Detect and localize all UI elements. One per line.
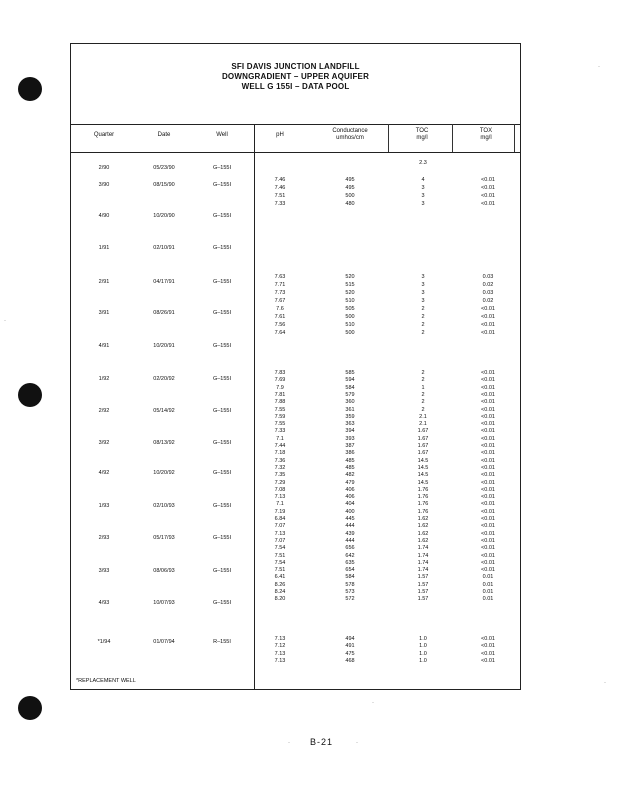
cell-ph: 7.1 (276, 501, 284, 508)
cell-ph: 7.9 (276, 384, 284, 391)
event-date: 08/06/93 (153, 568, 175, 574)
cell-tox: 0.02 (482, 298, 494, 304)
event-date: 05/17/93 (153, 535, 175, 541)
event-well: G–155I (212, 600, 232, 606)
event-quarter: 1/91 (98, 245, 110, 251)
cell-ph: 7.46 (274, 177, 286, 183)
cell-ph: 7.54 (274, 545, 286, 552)
cell-tox: <0.01 (481, 530, 495, 537)
event-quarter: *1/94 (97, 639, 111, 645)
column-header-quarter: Quarter (93, 132, 115, 138)
title-line-2: DOWNGRADIENT – UPPER AQUIFER (221, 72, 370, 81)
cell-cond: 584 (345, 574, 355, 581)
cell-ph: 7.07 (274, 537, 286, 544)
cell-toc: 2 (421, 314, 425, 320)
event-well: G–155I (212, 440, 232, 446)
cell-toc: 2 (421, 370, 425, 376)
cell-ph: 7.88 (274, 399, 286, 406)
column-divider-main (254, 124, 255, 690)
cell-toc: 14.5 (417, 472, 429, 479)
cell-ph: 7.29 (274, 479, 286, 486)
scan-mark: · (372, 700, 374, 706)
cell-ph: 7.55 (274, 421, 286, 428)
cell-cond: 515 (345, 282, 355, 288)
cell-toc: 1.62 (417, 516, 429, 522)
scan-mark: · (356, 740, 358, 746)
cell-ph: 7.6 (276, 306, 284, 312)
cell-cond: 480 (345, 201, 355, 207)
scan-mark: · (4, 318, 6, 324)
cell-ph: 7.54 (274, 559, 286, 566)
cell-cond: 654 (345, 567, 355, 574)
cell-ph: 7.71 (274, 282, 286, 288)
cell-toc: 3 (421, 193, 425, 199)
cell-toc: 1.0 (419, 643, 427, 650)
cell-cond: 491 (345, 643, 355, 650)
cell-toc: 14.5 (417, 464, 429, 471)
cell-ph: 7.46 (274, 185, 286, 191)
cell-tox: <0.01 (481, 370, 495, 376)
cell-toc: 2 (421, 330, 425, 336)
cell-toc: 3 (421, 185, 425, 191)
conductance-label: Conductance (332, 128, 368, 134)
event-well: G–155I (212, 343, 232, 349)
cell-tox: 0.03 (482, 274, 494, 280)
binder-hole-bottom (18, 696, 42, 720)
cell-ph: 7.55 (274, 406, 286, 413)
binder-hole-middle (18, 383, 42, 407)
event-quarter: 3/91 (98, 310, 110, 316)
cell-cond: 494 (345, 636, 355, 642)
cell-tox: <0.01 (481, 559, 495, 566)
cell-cond: 635 (345, 559, 355, 566)
event-well: G–155I (212, 279, 232, 285)
cell-ph: 8.26 (274, 581, 286, 588)
cell-cond: 579 (345, 391, 355, 398)
header-divider-toc-right (452, 124, 453, 152)
cell-toc: 1.62 (417, 523, 429, 530)
event-quarter: 3/93 (98, 568, 110, 574)
cell-ph: 7.61 (274, 314, 286, 320)
cell-toc: 2 (421, 377, 425, 384)
event-quarter: 1/93 (98, 503, 110, 509)
cell-toc: 1.57 (417, 589, 429, 595)
event-quarter: 2/90 (98, 165, 110, 171)
cell-ph: 7.64 (274, 330, 286, 336)
cell-ph: 7.59 (274, 413, 286, 420)
event-date: 10/20/90 (153, 213, 175, 219)
cell-cond: 475 (345, 650, 355, 657)
cell-ph: 7.35 (274, 472, 286, 479)
cell-toc: 1.0 (419, 657, 427, 664)
event-date: 02/10/93 (153, 503, 175, 509)
cell-ph: 7.08 (274, 486, 286, 493)
cell-ph: 7.51 (274, 567, 286, 574)
cell-toc: 3 (421, 298, 425, 304)
cell-toc: 1.67 (417, 435, 429, 442)
cell-ph: 7.1 (276, 435, 284, 442)
cell-tox: <0.01 (481, 406, 495, 413)
cell-cond: 573 (345, 589, 355, 595)
cell-ph: 7.73 (274, 290, 286, 296)
cell-tox: <0.01 (481, 314, 495, 320)
event-quarter: 4/91 (98, 343, 110, 349)
scan-mark: · (288, 740, 290, 746)
cell-tox: <0.01 (481, 391, 495, 398)
cell-ph: 7.33 (274, 428, 286, 435)
event-well: G–155I (212, 376, 232, 382)
cell-toc: 2 (421, 322, 425, 328)
cell-toc: 1.74 (417, 567, 429, 574)
cell-cond: 360 (345, 399, 355, 406)
cell-ph: 7.81 (274, 391, 286, 398)
cell-cond: 359 (345, 413, 355, 420)
event-well: G–155I (212, 165, 232, 171)
cell-cond: 439 (345, 530, 355, 537)
event-quarter: 2/92 (98, 408, 110, 414)
cell-tox: <0.01 (481, 545, 495, 552)
cell-tox: <0.01 (481, 643, 495, 650)
cell-cond: 495 (345, 185, 355, 191)
cell-toc: 2.3 (419, 160, 427, 166)
cell-ph: 7.07 (274, 523, 286, 530)
cell-ph: 8.24 (274, 589, 286, 595)
event-well: G–155I (212, 535, 232, 541)
cell-ph: 6.41 (274, 574, 286, 581)
cell-ph: 7.13 (274, 657, 286, 664)
cell-tox: <0.01 (481, 177, 495, 183)
cell-toc: 1.67 (417, 443, 429, 449)
cell-toc: 3 (421, 201, 425, 207)
cell-toc: 1.67 (417, 428, 429, 435)
event-date: 08/26/91 (153, 310, 175, 316)
toc-label: TOC (415, 128, 429, 134)
cell-tox: <0.01 (481, 421, 495, 428)
scan-mark: · (598, 64, 600, 70)
cell-cond: 445 (345, 516, 355, 522)
cell-tox: <0.01 (481, 384, 495, 391)
cell-tox: 0.01 (482, 574, 494, 581)
cell-toc: 2.1 (419, 421, 427, 428)
event-date: 02/10/91 (153, 245, 175, 251)
cell-toc: 14.5 (417, 479, 429, 486)
cell-toc: 1 (421, 384, 425, 391)
cell-tox: <0.01 (481, 193, 495, 199)
cell-cond: 584 (345, 384, 355, 391)
cell-tox: <0.01 (481, 523, 495, 530)
cell-tox: <0.01 (481, 306, 495, 312)
event-quarter: 4/93 (98, 600, 110, 606)
cell-cond: 406 (345, 486, 355, 493)
toc-unit: mg/l (416, 135, 428, 141)
event-well: G–155I (212, 408, 232, 414)
cell-tox: <0.01 (481, 450, 495, 457)
header-divider-toc-left (388, 124, 389, 152)
cell-tox: <0.01 (481, 494, 495, 501)
cell-cond: 505 (345, 306, 355, 312)
cell-ph: 7.13 (274, 530, 286, 537)
cell-tox: <0.01 (481, 464, 495, 471)
cell-cond: 468 (345, 657, 355, 664)
cell-cond: 394 (345, 428, 355, 435)
event-quarter: 3/92 (98, 440, 110, 446)
page-number: B-21 (310, 737, 334, 747)
event-date: 10/20/91 (153, 343, 175, 349)
column-header-toc (404, 128, 440, 142)
cell-tox: <0.01 (481, 201, 495, 207)
cell-tox: <0.01 (481, 428, 495, 435)
cell-cond: 642 (345, 552, 355, 559)
event-date: 08/15/90 (153, 182, 175, 188)
header-divider-right (514, 124, 515, 152)
event-well: G–155I (212, 310, 232, 316)
cell-tox: 0.01 (482, 589, 494, 595)
cell-ph: 7.32 (274, 464, 286, 471)
title-line-1: SFI DAVIS JUNCTION LANDFILL (231, 62, 360, 71)
cell-cond: 386 (345, 450, 355, 457)
cell-ph: 7.63 (274, 274, 286, 280)
cell-cond: 656 (345, 545, 355, 552)
cell-toc: 1.67 (417, 450, 429, 457)
cell-toc: 1.57 (417, 596, 429, 603)
cell-toc: 2 (421, 399, 425, 406)
event-quarter: 3/90 (98, 182, 110, 188)
event-well: G–155I (212, 503, 232, 509)
cell-toc: 1.74 (417, 559, 429, 566)
conductance-unit: umhos/cm (336, 135, 364, 141)
cell-ph: 7.36 (274, 457, 286, 464)
cell-ph: 7.56 (274, 322, 286, 328)
cell-tox: 0.02 (482, 282, 494, 288)
cell-tox: <0.01 (481, 413, 495, 420)
cell-cond: 387 (345, 443, 355, 449)
cell-toc: 1.62 (417, 530, 429, 537)
cell-ph: 7.33 (274, 201, 286, 207)
cell-cond: 485 (345, 457, 355, 464)
cell-cond: 393 (345, 435, 355, 442)
cell-ph: 7.13 (274, 494, 286, 501)
event-quarter: 4/90 (98, 213, 110, 219)
binder-hole-top (18, 77, 42, 101)
cell-tox: <0.01 (481, 516, 495, 522)
cell-tox: <0.01 (481, 457, 495, 464)
cell-tox: <0.01 (481, 501, 495, 508)
event-date: 05/14/92 (153, 408, 175, 414)
cell-cond: 520 (345, 274, 355, 280)
document-title (70, 62, 521, 92)
cell-toc: 1.76 (417, 508, 429, 515)
header-top-rule (70, 124, 521, 125)
tox-unit: mg/l (480, 135, 492, 141)
cell-toc: 2 (421, 391, 425, 398)
cell-toc: 1.0 (419, 636, 427, 642)
cell-ph: 7.83 (274, 370, 286, 376)
cell-tox: <0.01 (481, 537, 495, 544)
cell-ph: 7.13 (274, 650, 286, 657)
event-date: 01/07/94 (153, 639, 175, 645)
footnote: *REPLACEMENT WELL (76, 678, 136, 684)
cell-cond: 361 (345, 406, 355, 413)
tox-label: TOX (479, 128, 493, 134)
cell-toc: 1.74 (417, 552, 429, 559)
event-well: G–155I (212, 568, 232, 574)
cell-ph: 8.20 (274, 596, 286, 603)
cell-cond: 485 (345, 464, 355, 471)
event-date: 08/13/92 (153, 440, 175, 446)
event-quarter: 2/93 (98, 535, 110, 541)
cell-toc: 3 (421, 282, 425, 288)
column-header-date: Date (157, 132, 171, 138)
cell-ph: 7.18 (274, 450, 286, 457)
cell-cond: 479 (345, 479, 355, 486)
cell-toc: 14.5 (417, 457, 429, 464)
event-date: 05/23/90 (153, 165, 175, 171)
cell-toc: 1.0 (419, 650, 427, 657)
cell-cond: 495 (345, 177, 355, 183)
cell-ph: 7.13 (274, 636, 286, 642)
cell-cond: 500 (345, 193, 355, 199)
cell-tox: <0.01 (481, 486, 495, 493)
cell-toc: 1.76 (417, 494, 429, 501)
event-quarter: 2/91 (98, 279, 110, 285)
cell-cond: 444 (345, 537, 355, 544)
event-quarter: 1/92 (98, 376, 110, 382)
cell-tox: <0.01 (481, 330, 495, 336)
event-well: R–155I (213, 639, 231, 645)
column-header-ph: pH (276, 132, 284, 138)
cell-ph: 7.69 (274, 377, 286, 384)
cell-cond: 572 (345, 596, 355, 603)
cell-tox: 0.03 (482, 290, 494, 296)
cell-tox: <0.01 (481, 636, 495, 642)
cell-tox: <0.01 (481, 435, 495, 442)
cell-toc: 3 (421, 274, 425, 280)
event-quarter: 4/92 (98, 470, 110, 476)
cell-ph: 7.12 (274, 643, 286, 650)
event-well: G–155I (212, 245, 232, 251)
cell-tox: 0.01 (482, 581, 494, 588)
cell-cond: 400 (345, 508, 355, 515)
cell-tox: <0.01 (481, 185, 495, 191)
column-header-conductance (320, 128, 380, 142)
cell-toc: 2.1 (419, 413, 427, 420)
cell-cond: 585 (345, 370, 355, 376)
cell-cond: 510 (345, 298, 355, 304)
cell-cond: 406 (345, 494, 355, 501)
event-well: G–155I (212, 213, 232, 219)
cell-toc: 1.76 (417, 486, 429, 493)
cell-cond: 444 (345, 523, 355, 530)
cell-tox: <0.01 (481, 322, 495, 328)
cell-tox: <0.01 (481, 377, 495, 384)
cell-cond: 520 (345, 290, 355, 296)
scan-mark: · (604, 680, 606, 686)
cell-toc: 1.76 (417, 501, 429, 508)
cell-ph: 7.19 (274, 508, 286, 515)
cell-cond: 594 (345, 377, 355, 384)
cell-tox: <0.01 (481, 508, 495, 515)
cell-toc: 4 (421, 177, 425, 183)
cell-tox: <0.01 (481, 479, 495, 486)
title-line-3: WELL G 155I – DATA POOL (241, 82, 350, 91)
column-header-tox (466, 128, 506, 142)
cell-cond: 482 (345, 472, 355, 479)
cell-toc: 2 (421, 306, 425, 312)
cell-tox: <0.01 (481, 567, 495, 574)
cell-tox: <0.01 (481, 443, 495, 449)
header-bottom-rule (70, 152, 521, 153)
event-date: 02/20/92 (153, 376, 175, 382)
cell-ph: 7.51 (274, 552, 286, 559)
cell-toc: 1.57 (417, 574, 429, 581)
event-well: G–155I (212, 470, 232, 476)
cell-tox: <0.01 (481, 650, 495, 657)
cell-cond: 500 (345, 314, 355, 320)
cell-toc: 2 (421, 406, 425, 413)
column-header-well: Well (216, 132, 228, 138)
cell-cond: 500 (345, 330, 355, 336)
cell-cond: 404 (345, 501, 355, 508)
cell-cond: 363 (345, 421, 355, 428)
cell-ph: 6.84 (274, 516, 286, 522)
cell-ph: 7.44 (274, 443, 286, 449)
cell-toc: 1.74 (417, 545, 429, 552)
cell-toc: 3 (421, 290, 425, 296)
event-date: 10/07/93 (153, 600, 175, 606)
event-well: G–155I (212, 182, 232, 188)
cell-toc: 1.62 (417, 537, 429, 544)
cell-tox: 0.01 (482, 596, 494, 603)
cell-cond: 510 (345, 322, 355, 328)
cell-ph: 7.67 (274, 298, 286, 304)
cell-ph: 7.51 (274, 193, 286, 199)
cell-tox: <0.01 (481, 552, 495, 559)
cell-tox: <0.01 (481, 472, 495, 479)
cell-cond: 578 (345, 581, 355, 588)
event-date: 04/17/91 (153, 279, 175, 285)
cell-tox: <0.01 (481, 657, 495, 664)
cell-tox: <0.01 (481, 399, 495, 406)
cell-toc: 1.57 (417, 581, 429, 588)
event-date: 10/20/92 (153, 470, 175, 476)
